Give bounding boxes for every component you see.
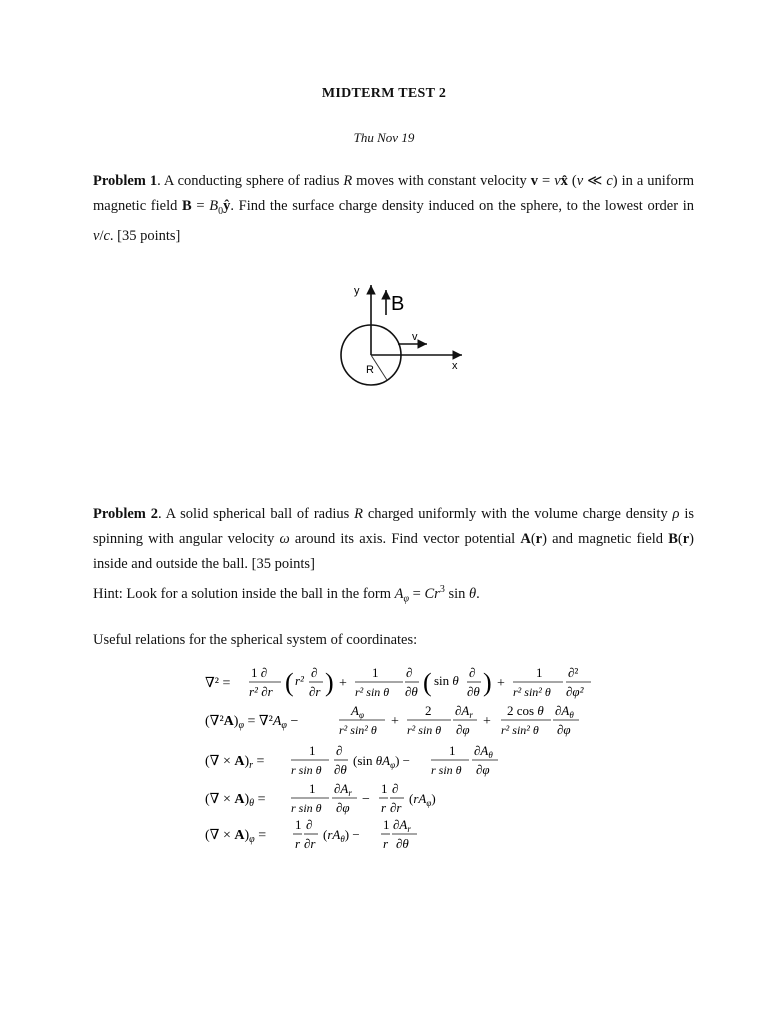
problem-2-label: Problem 2 bbox=[93, 506, 158, 522]
svg-text:∂Aθ: $\partial A_\theta$ bbox=[555, 703, 574, 720]
svg-text:∇² =: ∇² = bbox=[205, 676, 231, 691]
svg-text:∂φ: ∂φ bbox=[336, 800, 350, 815]
svg-text:1 ∂: 1 ∂ bbox=[251, 665, 268, 680]
svg-text:r: r bbox=[295, 836, 301, 851]
svg-text:r² sin² θ: r² sin² θ bbox=[339, 723, 377, 737]
svg-text:(: ( bbox=[285, 668, 294, 697]
svg-text:∂φ: ∂φ bbox=[456, 722, 470, 737]
svg-text:∂φ: ∂φ bbox=[557, 722, 571, 737]
equation-curl-r bbox=[205, 743, 498, 777]
svg-text:): ) bbox=[483, 668, 492, 697]
page-title: MIDTERM TEST 2 bbox=[321, 86, 447, 101]
problem-2-text: Problem 2. A solid spherical ball of radius R charged uniformly with the volume charge density ρ is spinning with angular velocity ω around its axis. Find vector potential A(r) and magnetic field B(r) inside and outside the ball. [35 points] Hint: Look for a solution inside the ball in the form $A_\varphi = Cr^3$ sin θ. bbox=[93, 502, 694, 612]
svg-text:∂: ∂ bbox=[311, 665, 318, 680]
svg-text:1: 1 bbox=[295, 817, 302, 832]
svg-text:r² sin θ: r² sin θ bbox=[355, 685, 390, 699]
r-label: R bbox=[366, 364, 374, 376]
equation-curl-phi bbox=[205, 817, 417, 851]
svg-text:r: r bbox=[381, 800, 387, 815]
x-axis-label: x bbox=[452, 360, 458, 372]
svg-text:1: 1 bbox=[381, 781, 388, 796]
svg-text:+: + bbox=[497, 676, 505, 691]
svg-text:1: 1 bbox=[372, 665, 379, 680]
svg-text:+: + bbox=[339, 676, 347, 691]
b-label: B bbox=[391, 293, 405, 315]
svg-text:(∇ × A)φ =: (∇ × $A)_\varphi$ = bbox=[205, 828, 267, 845]
svg-text:∂φ: ∂φ bbox=[476, 762, 490, 777]
svg-text:∂θ: ∂θ bbox=[334, 762, 347, 777]
svg-text:): ) bbox=[325, 668, 334, 697]
equation-laplacian bbox=[205, 665, 591, 699]
svg-text:r sin θ: r sin θ bbox=[291, 801, 322, 815]
problem-2-hint: Hint: Look for a solution inside the ball in the form $A_\varphi = Cr^3$ sin θ. bbox=[93, 584, 480, 605]
svg-text:∂Ar: $\partial A_r$ bbox=[334, 781, 352, 798]
v-label: v bbox=[412, 331, 418, 343]
svg-text:∂: ∂ bbox=[469, 665, 476, 680]
svg-text:r sin θ: r sin θ bbox=[431, 763, 462, 777]
svg-text:2 cos θ: 2 cos θ bbox=[507, 703, 544, 718]
svg-text:1: 1 bbox=[309, 781, 316, 796]
svg-text:∂²: ∂² bbox=[568, 665, 579, 680]
svg-text:Aφ: $A_\varphi$ bbox=[351, 703, 364, 720]
page-date: Thu Nov 19 bbox=[353, 130, 415, 145]
svg-text:1: 1 bbox=[309, 743, 316, 758]
svg-text:(: ( bbox=[423, 668, 432, 697]
svg-text:sin θ: sin θ bbox=[434, 673, 459, 688]
svg-text:(∇ × A)θ =: (∇ × $A)_\theta$ = bbox=[205, 792, 266, 809]
svg-text:r² sin θ: r² sin θ bbox=[407, 723, 442, 737]
equation-vector-laplacian bbox=[205, 703, 579, 737]
svg-text:∂θ: ∂θ bbox=[467, 684, 480, 699]
svg-text:r² ∂r: r² ∂r bbox=[249, 684, 273, 699]
svg-text:∂r: ∂r bbox=[309, 684, 321, 699]
svg-text:∂: ∂ bbox=[306, 817, 313, 832]
svg-text:(sin θAφ) −: (sin $\theta A_\varphi$) − bbox=[353, 753, 410, 770]
svg-text:∂Aθ: $\partial A_\theta$ bbox=[474, 743, 493, 760]
relations-intro: Useful relations for the spherical system of coordinates: bbox=[93, 632, 418, 648]
svg-text:∂r: ∂r bbox=[304, 836, 316, 851]
svg-text:1: 1 bbox=[536, 665, 543, 680]
svg-text:1: 1 bbox=[383, 817, 390, 832]
svg-text:−: − bbox=[362, 792, 370, 807]
problem-1-text: Problem 1. A conducting sphere of radius R moves with constant velocity v = vx̂ (v ≪ c) in a uniform magnetic field $B = B_0ŷ$. Find the surface charge density induced on the sphere, to the lowest order in v/c. [35 points] bbox=[93, 173, 694, 244]
svg-text:(∇ × A)r =: (∇ × $A)_r$ = bbox=[205, 754, 265, 771]
equation-curl-theta bbox=[205, 781, 436, 815]
svg-text:(rAφ): $(rA_\varphi)$ bbox=[409, 791, 436, 808]
svg-text:(rAθ) −: $(rA_\theta)$ − bbox=[323, 827, 360, 844]
svg-text:+: + bbox=[483, 714, 491, 729]
svg-text:∂: ∂ bbox=[406, 665, 413, 680]
svg-text:r²: r² bbox=[295, 673, 304, 688]
svg-text:∂φ²: ∂φ² bbox=[566, 684, 584, 699]
problem-1 bbox=[93, 169, 694, 249]
equations-block bbox=[205, 660, 605, 865]
svg-text:∂Ar: $\partial A_r$ bbox=[455, 703, 473, 720]
problem-1-label: Problem 1 bbox=[93, 173, 158, 189]
svg-text:1: 1 bbox=[449, 743, 456, 758]
svg-text:r: r bbox=[383, 836, 389, 851]
svg-text:∂: ∂ bbox=[336, 743, 343, 758]
svg-text:r² sin² θ: r² sin² θ bbox=[513, 685, 551, 699]
svg-text:r² sin² θ: r² sin² θ bbox=[501, 723, 539, 737]
svg-text:2: 2 bbox=[425, 703, 432, 718]
svg-text:r sin θ: r sin θ bbox=[291, 763, 322, 777]
svg-text:∂: ∂ bbox=[392, 781, 399, 796]
svg-text:∂r: ∂r bbox=[390, 800, 402, 815]
svg-text:∂θ: ∂θ bbox=[396, 836, 409, 851]
svg-text:+: + bbox=[391, 714, 399, 729]
svg-text:∂θ: ∂θ bbox=[405, 684, 418, 699]
svg-text:∂Ar: $\partial A_r$ bbox=[393, 817, 411, 834]
sphere-figure bbox=[332, 281, 472, 391]
y-axis-label: y bbox=[354, 285, 360, 297]
problem-2 bbox=[93, 502, 694, 612]
svg-text:(∇²A)φ = ∇²Aφ −: $(\nabla^2A)_\varphi = \nabla^2A_\varphi$ − bbox=[205, 714, 299, 731]
